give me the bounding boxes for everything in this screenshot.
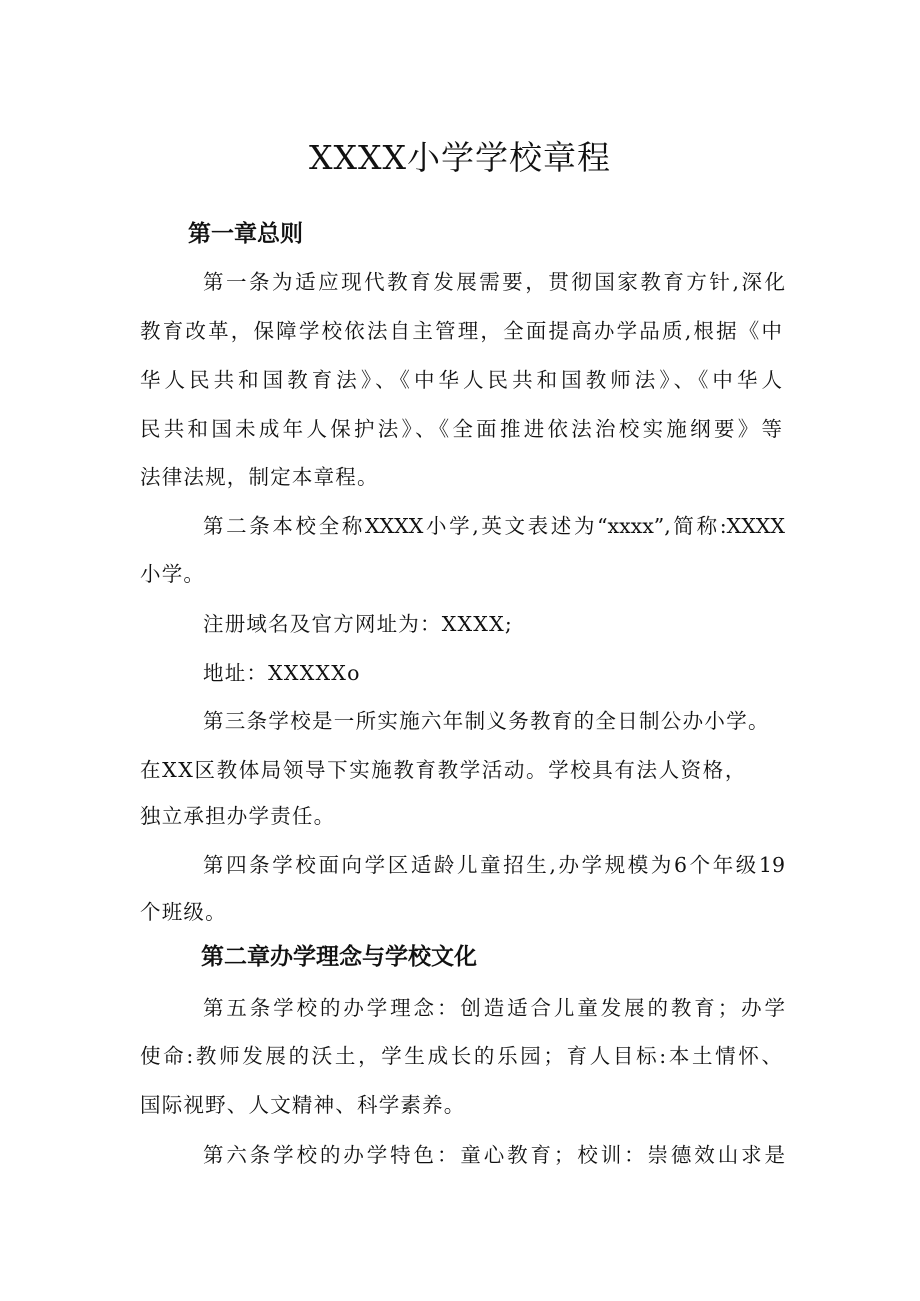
article-5-line-1: 第五条学校的办学理念：创造适合儿童发展的教育；办学 bbox=[203, 996, 785, 1020]
article-3-line-2: 在XX区教体局领导下实施教育教学活动。学校具有法人资格， bbox=[140, 758, 747, 782]
chapter-1-heading: 第一章总则 bbox=[188, 221, 303, 247]
article-1-line-1: 第一条为适应现代教育发展需要，贯彻国家教育方针,深化 bbox=[203, 270, 785, 294]
article-5-line-2: 使命:教师发展的沃土，学生成长的乐园；育人目标:本土情怀、 bbox=[140, 1044, 782, 1068]
article-5-line-3: 国际视野、人文精神、科学素养。 bbox=[140, 1093, 466, 1117]
article-4-line-2: 个班级。 bbox=[140, 900, 227, 924]
domain-line: 注册域名及官方网址为：XXXX; bbox=[203, 612, 513, 636]
article-3-line-1: 第三条学校是一所实施六年制义务教育的全日制公办小学。 bbox=[203, 709, 770, 733]
article-1-line-4: 民共和国未成年人保护法》、《全面推进依法治校实施纲要》等 bbox=[140, 417, 782, 441]
article-1-line-2: 教育改革，保障学校依法自主管理，全面提高办学品质,根据《中 bbox=[140, 319, 782, 343]
article-3-line-3: 独立承担办学责任。 bbox=[140, 804, 336, 828]
article-4-line-1: 第四条学校面向学区适龄儿童招生,办学规模为6个年级19 bbox=[203, 853, 785, 877]
document-title: XXXX小学学校章程 bbox=[309, 138, 611, 177]
article-2-line-2: 小学。 bbox=[140, 562, 206, 586]
article-1-line-5: 法律法规，制定本章程。 bbox=[140, 465, 379, 489]
article-1-line-3: 华人民共和国教育法》、《中华人民共和国教师法》、《中华人 bbox=[140, 368, 782, 392]
chapter-2-heading: 第二章办学理念与学校文化 bbox=[201, 944, 477, 970]
article-6-line-1: 第六条学校的办学特色：童心教育；校训：崇德效山求是 bbox=[203, 1143, 785, 1167]
address-line: 地址：XXXXXo bbox=[203, 661, 361, 685]
article-2-line-1: 第二条本校全称XXXX小学,英文表述为“xxxx”,简称:XXXX bbox=[203, 514, 785, 538]
